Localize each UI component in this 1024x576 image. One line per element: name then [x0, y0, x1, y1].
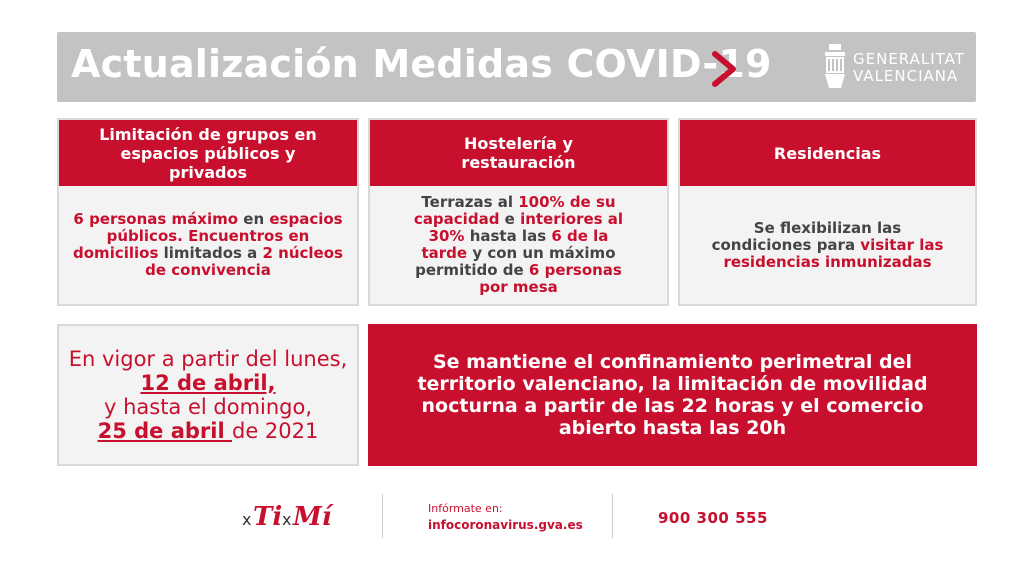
text-segment: Terrazas al	[421, 193, 519, 211]
card-group-limits	[57, 118, 359, 306]
text-segment: limitados a	[158, 244, 263, 262]
confinement-box	[368, 324, 977, 466]
text-segment: Encuentros en domicilios	[73, 227, 310, 262]
coat-of-arms-icon	[821, 44, 849, 90]
info-label: Infórmate en:	[428, 502, 503, 515]
text-segment: en	[238, 210, 270, 228]
text-segment: espacios públicos.	[106, 210, 343, 245]
footer-divider	[382, 494, 383, 538]
logo-mi: Mí	[293, 502, 332, 532]
logo-ti: Ti	[253, 502, 283, 532]
text-segment: 2 núcleos de convivencia	[145, 244, 343, 279]
header-banner	[57, 32, 976, 102]
logo-x2: x	[282, 510, 292, 529]
validity-text	[59, 347, 357, 443]
card-title: Limitación de grupos en espacios públicos y privados	[59, 120, 357, 186]
text-segment: Se flexibilizan las condiciones para	[711, 218, 902, 254]
validity-period-box	[57, 324, 359, 466]
card-title: Hostelería y restauración	[370, 120, 667, 186]
card-body-text	[404, 194, 633, 296]
card-body-text	[69, 211, 347, 279]
card-body	[370, 186, 667, 304]
logo-line2: VALENCIANA	[853, 67, 959, 85]
validity-intro: En vigor a partir del lunes,	[68, 347, 348, 371]
confinement-text: Se mantiene el confinamiento perimetral del territorio valenciano, la limitación de movilidad nocturna a partir de las 22 horas y el comercio abierto hasta las 20h	[417, 351, 928, 439]
validity-year: de 2021	[232, 419, 319, 443]
text-segment: interiores al 30%	[428, 210, 624, 245]
footer-divider	[612, 494, 613, 538]
card-body-text	[710, 220, 945, 271]
text-segment: 100% de su capacidad	[413, 193, 616, 228]
card-residences	[678, 118, 977, 306]
card-title: Residencias	[680, 120, 975, 186]
text-segment: 6 personas máximo	[73, 210, 239, 228]
page-title: Actualización Medidas COVID-19	[71, 42, 772, 86]
chevron-right-icon	[709, 50, 739, 88]
phone-number[interactable]: 900 300 555	[658, 509, 768, 527]
info-link[interactable]: infocoronavirus.gva.es	[428, 518, 583, 532]
text-segment: visitar las residencias inmunizadas	[723, 235, 944, 271]
xtixmi-logo	[240, 493, 340, 537]
generalitat-logo	[821, 42, 971, 92]
card-body	[59, 186, 357, 304]
validity-until: y hasta el domingo,	[103, 395, 313, 419]
text-segment: e	[499, 210, 521, 228]
text-segment: 6 de la tarde	[421, 227, 609, 262]
card-hospitality	[368, 118, 669, 306]
card-body	[680, 186, 975, 304]
logo-x1: x	[242, 510, 252, 529]
text-segment: hasta las	[464, 227, 552, 245]
logo-line1: GENERALITAT	[853, 50, 965, 68]
text-segment: y con un máximo permitido de	[415, 244, 616, 279]
end-date: 25 de abril	[97, 419, 232, 443]
text-segment: 6 personas por mesa	[479, 261, 622, 296]
start-date: 12 de abril,	[140, 371, 276, 395]
